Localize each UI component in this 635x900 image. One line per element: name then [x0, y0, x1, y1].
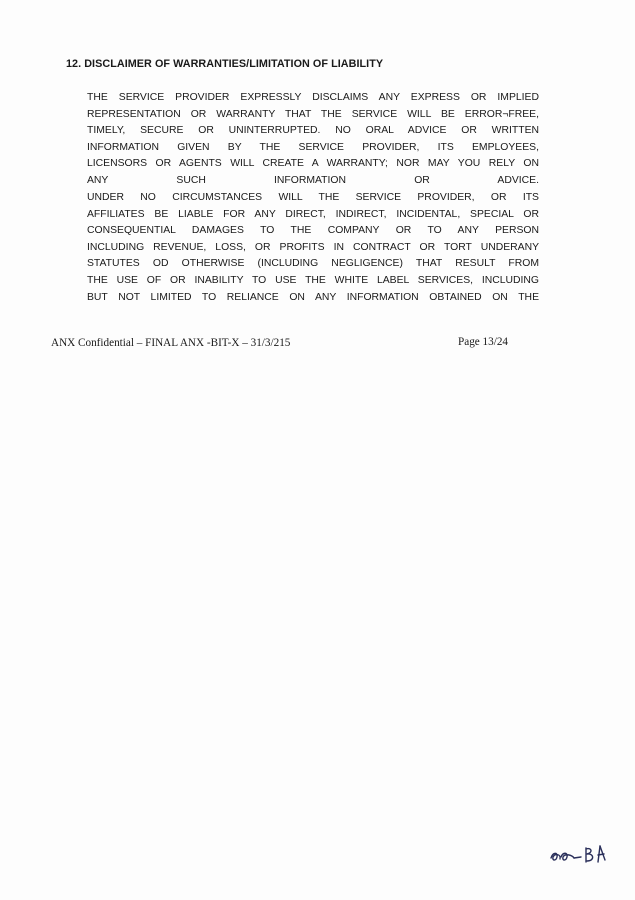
paragraph-line: THE SERVICE PROVIDER EXPRESSLY DISCLAIMS ANY EXPRESS OR IMPLIED	[87, 92, 539, 103]
paragraph-line: UNDER NO CIRCUMSTANCES WILL THE SERVICE PROVIDER, OR ITS	[87, 192, 539, 203]
disclaimer-paragraph	[87, 90, 539, 190]
paragraph-line: ANY SUCH INFORMATION OR ADVICE.	[87, 174, 539, 186]
paragraph-line: THE USE OF OR INABILITY TO USE THE WHITE LABEL SERVICES, INCLUDING	[87, 274, 539, 286]
paragraph-line: BUT NOT LIMITED TO RELIANCE ON ANY INFORMATION OBTAINED ON THE	[87, 291, 539, 303]
paragraph-line: STATUTES OD OTHERWISE (INCLUDING NEGLIGENCE) THAT RESULT FROM	[87, 258, 539, 270]
handwritten-initials-signature	[548, 842, 618, 872]
paragraph-line: REPRESENTATION OR WARRANTY THAT THE SERVICE WILL BE ERROR¬FREE,	[87, 108, 539, 120]
paragraph-line: AFFILIATES BE LIABLE FOR ANY DIRECT, INDIRECT, INCIDENTAL, SPECIAL OR	[87, 208, 539, 220]
paragraph-line: INFORMATION GIVEN BY THE SERVICE PROVIDER, ITS EMPLOYEES,	[87, 141, 539, 153]
paragraph-line: INCLUDING REVENUE, LOSS, OR PROFITS IN CONTRACT OR TORT UNDERANY	[87, 241, 539, 253]
paragraph-line: LICENSORS OR AGENTS WILL CREATE A WARRANTY; NOR MAY YOU RELY ON	[87, 158, 539, 170]
liability-paragraph	[87, 190, 539, 306]
footer-document-id: ANX Confidential – FINAL ANX -BIT-X – 31/3/215	[51, 337, 291, 349]
paragraph-line: TIMELY, SECURE OR UNINTERRUPTED. NO ORAL ADVICE OR WRITTEN	[87, 125, 539, 137]
footer-page-number: Page 13/24	[458, 336, 509, 348]
section-heading: 12. DISCLAIMER OF WARRANTIES/LIMITATION OF LIABILITY	[66, 58, 384, 70]
paragraph-line: CONSEQUENTIAL DAMAGES TO THE COMPANY OR TO ANY PERSON	[87, 225, 539, 237]
